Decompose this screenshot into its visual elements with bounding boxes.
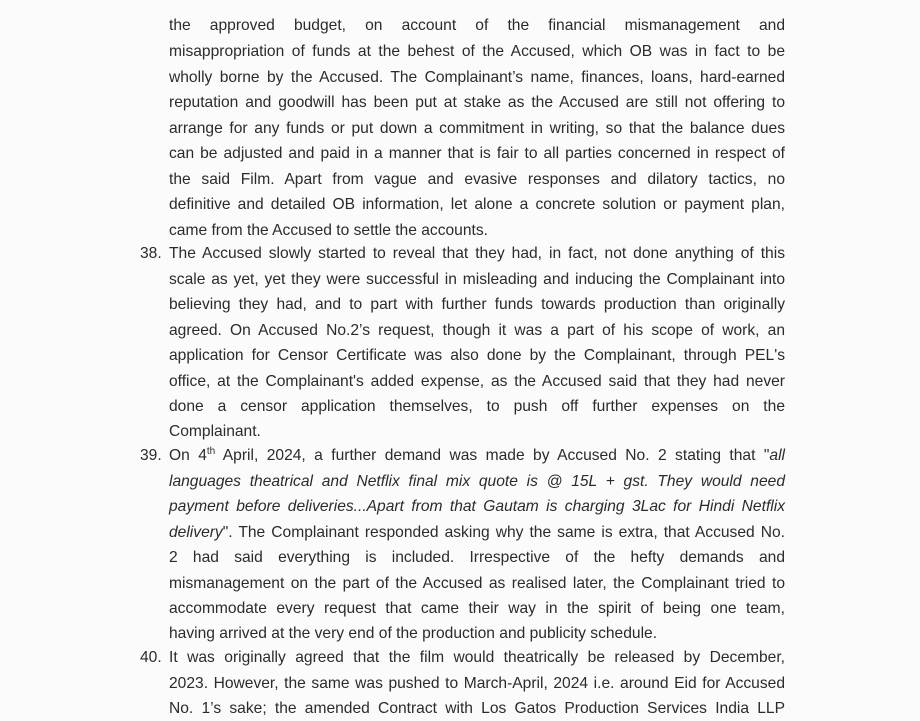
- quoted-text: all: [769, 447, 785, 464]
- text-line: scale as yet, yet they were successful in misleading and inducing the Complainant into: [169, 271, 785, 288]
- text-line: believing they had, and to part with further funds towards production than originally: [169, 296, 785, 313]
- text-line: misappropriation of funds at the behest of the Accused, which OB was in fact to be: [169, 43, 785, 60]
- text-line: arrange for any funds or put down a commitment in writing, so that the balance dues: [169, 120, 785, 137]
- text-line: can be adjusted and paid in a manner that is fair to all parties concerned in respect of: [169, 145, 785, 162]
- text-line: agreed. On Accused No.2’s request, though it was a part of his scope of work, an: [169, 322, 785, 339]
- text-line: definitive and detailed OB information, let alone a concrete solution or payment plan,: [169, 196, 785, 213]
- quoted-text: languages theatrical and Netflix final mix quote is @ 15L + gst. They would need: [169, 473, 785, 490]
- text-line: office, at the Complainant's added expense, as the Accused said that they had never: [169, 373, 785, 390]
- text-line: [169, 444, 785, 468]
- text-line: Complainant.: [169, 423, 261, 440]
- text-line: the approved budget, on account of the financial mismanagement and: [169, 17, 785, 34]
- text-line: accommodate every request that came their way in the spirit of being one team,: [169, 600, 785, 617]
- text-line: 2023. However, the same was pushed to March-April, 2024 i.e. around Eid for Accused: [169, 675, 785, 692]
- quoted-text: payment before deliveries...Apart from that Gautam is charging 3Lac for Hindi Netflix: [169, 498, 785, 515]
- paragraph-number: 40.: [140, 649, 162, 666]
- paragraph-number: 38.: [140, 245, 162, 262]
- text-line: wholly borne by the Accused. The Complainant’s name, finances, loans, hard-earned: [169, 69, 785, 86]
- text-line: It was originally agreed that the film would theatrically be released by December,: [169, 649, 785, 666]
- text-run: On 4: [169, 447, 207, 464]
- text-line: 2 had said everything is included. Irrespective of the hefty demands and: [169, 549, 785, 566]
- text-line: [169, 521, 785, 545]
- text-line: the said Film. Apart from vague and evasive responses and dilatory tactics, no: [169, 171, 785, 188]
- text-line: No. 1’s sake; the amended Contract with Los Gatos Production Services India LLP: [169, 700, 785, 717]
- text-line: having arrived at the very end of the production and publicity schedule.: [169, 625, 658, 642]
- quoted-text: delivery: [169, 524, 223, 541]
- text-line: done a censor application themselves, to push off further expenses on the: [169, 398, 785, 415]
- superscript: th: [206, 445, 216, 457]
- text-line: application for Censor Certificate was also done by the Complainant, through PEL's: [169, 347, 785, 364]
- text-line: came from the Accused to settle the accounts.: [169, 222, 488, 239]
- text-line: mismanagement on the part of the Accused as realised later, the Complainant tried to: [169, 575, 785, 592]
- text-line: The Accused slowly started to reveal that they had, in fact, not done anything of this: [169, 245, 785, 262]
- text-run: ". The Complainant responded asking why the same is extra, that Accused No.: [222, 524, 785, 541]
- text-run: April, 2024, a further demand was made by Accused No. 2 stating that ": [215, 447, 770, 464]
- text-line: reputation and goodwill has been put at stake as the Accused are still not offering to: [169, 94, 785, 111]
- paragraph-number: 39.: [140, 447, 162, 464]
